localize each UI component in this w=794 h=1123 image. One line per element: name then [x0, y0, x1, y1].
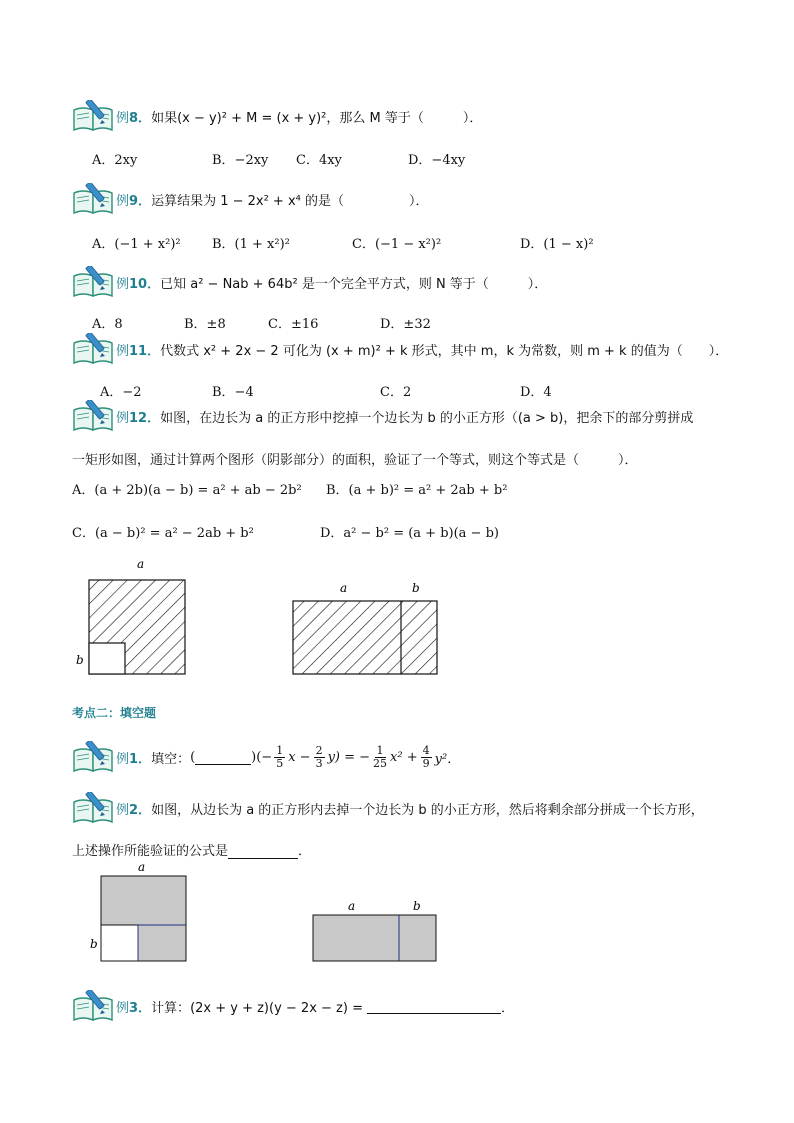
- question-9: [72, 183, 429, 215]
- question-label: 例: [116, 343, 130, 359]
- f2-figures: [86, 858, 446, 968]
- question-number: 1．: [129, 751, 152, 767]
- cut-square: [101, 925, 138, 961]
- option-a: A．(−1 + x²)²: [92, 237, 181, 252]
- small-square: [89, 643, 125, 674]
- question-10: [72, 266, 547, 298]
- question-label: 例: [116, 193, 130, 209]
- label-a2: a: [340, 581, 348, 595]
- option-a: A．8: [92, 317, 123, 332]
- question-label: 例: [116, 410, 130, 426]
- question-prefix: 填空：: [151, 751, 191, 767]
- question-number: 10．: [129, 276, 161, 292]
- label-b2: b: [413, 899, 421, 913]
- option-c: C．(a − b)² = a² − 2ab + b²: [72, 526, 254, 541]
- question-text: 代数式 x² + 2x − 2 可化为 (x + m)² + k 形式，其中 m，k 为常数，则 m + k 的值为（ ）．: [160, 343, 729, 359]
- book-pen-icon: [72, 990, 114, 1022]
- option-c: C．±16: [268, 317, 319, 332]
- question-label: 例: [116, 802, 130, 818]
- question-label: 例: [116, 110, 130, 126]
- label-b: b: [90, 937, 98, 951]
- question-text: 已知 a² − Nab + 64b² 是一个完全平方式，则 N 等于（ ）．: [160, 276, 548, 292]
- close-open-paren: )(−: [251, 749, 273, 765]
- answer-blank[interactable]: [367, 999, 501, 1014]
- label-b: b: [76, 653, 84, 667]
- fraction-2-3: $\frac{2}{3}$: [315, 743, 323, 770]
- question-number: 11．: [129, 343, 161, 359]
- book-pen-icon: [72, 100, 114, 132]
- question-text-line2: 上述操作所能验证的公式是 ．: [72, 844, 312, 859]
- fraction-4-9: $\frac{4}{9}$: [422, 743, 430, 770]
- question-text-line2: 一矩形如图，通过计算两个图形（阴影部分）的面积，验证了一个等式，则这个等式是（ ）．: [72, 453, 638, 468]
- question-text: 如图，在边长为 a 的正方形中挖掉一个边长为 b 的小正方形（(a > b)，把余下的部分剪拼成: [160, 410, 694, 426]
- label-a: a: [138, 860, 146, 874]
- question-8: [72, 100, 482, 132]
- question-label: 例: [116, 751, 130, 767]
- option-b: B．−4: [212, 385, 254, 400]
- question-text: 如图，从边长为 a 的正方形内去掉一个边长为 b 的小正方形，然后将剩余部分拼成一个长方形，: [151, 802, 704, 818]
- long-rectangle: [313, 915, 436, 961]
- fill-question-3: 例 3． 计算：(2x + y + z)(y − 2x − z) = ．: [72, 990, 514, 1022]
- fill-question-1: 例 1． 填空： ( )(− $\frac{1}{5}$ x − $\frac{2}{3}$ y) = − $\frac{1}{25}$ x² + $\frac{4}{9}$ y²．: [72, 740, 460, 774]
- option-b: B．±8: [184, 317, 226, 332]
- book-pen-icon: [72, 792, 114, 824]
- option-c: C．(−1 − x²)²: [352, 237, 442, 252]
- question-label: 例: [116, 276, 130, 292]
- question-number: 2．: [129, 802, 152, 818]
- q12-figures: [70, 552, 450, 682]
- option-d: D．(1 − x)²: [520, 237, 594, 252]
- option-b: B．−2xy: [212, 153, 269, 168]
- rectangle-hatched: [293, 601, 437, 674]
- option-d: D．−4xy: [408, 153, 466, 168]
- option-b: B．(1 + x²)²: [212, 237, 290, 252]
- answer-blank[interactable]: [195, 750, 251, 765]
- option-d: D．a² − b² = (a + b)(a − b): [320, 526, 499, 541]
- fill-question-2: [72, 792, 704, 824]
- option-d: D．4: [520, 385, 552, 400]
- option-d: D．±32: [380, 317, 431, 332]
- book-pen-icon: [72, 741, 114, 773]
- book-pen-icon: [72, 333, 114, 365]
- question-number: 3．: [129, 1000, 152, 1016]
- option-b: B．(a + b)² = a² + 2ab + b²: [326, 483, 508, 498]
- book-pen-icon: [72, 266, 114, 298]
- fraction-1-5: $\frac{1}{5}$: [276, 743, 284, 770]
- book-pen-icon: [72, 183, 114, 215]
- label-a: a: [137, 557, 145, 571]
- question-number: 8．: [129, 110, 152, 126]
- fraction-1-25: $\frac{1}{25}$: [373, 743, 388, 770]
- label-a2: a: [348, 899, 356, 913]
- option-a: A．2xy: [92, 153, 138, 168]
- question-12: [72, 400, 693, 432]
- question-text: 运算结果为 1 − 2x² + x⁴ 的是（ ）．: [151, 193, 429, 209]
- section-heading: 考点二：填空题: [72, 706, 157, 720]
- question-label: 例: [116, 1000, 130, 1016]
- question-number: 9．: [129, 193, 152, 209]
- label-b2: b: [412, 581, 420, 595]
- book-pen-icon: [72, 400, 114, 432]
- question-11: [72, 333, 728, 365]
- option-c: C．2: [380, 385, 412, 400]
- question-text: 计算：(2x + y + z)(y − 2x − z) =: [151, 1000, 363, 1016]
- option-c: C．4xy: [296, 153, 342, 168]
- question-number: 12．: [129, 410, 161, 426]
- open-paren: (: [190, 749, 196, 765]
- answer-blank[interactable]: [228, 844, 298, 859]
- question-text: 如果(x − y)² + M = (x + y)²，那么 M 等于（ ）．: [151, 110, 483, 126]
- option-a: A．−2: [100, 385, 142, 400]
- option-a: A．(a + 2b)(a − b) = a² + ab − 2b²: [72, 483, 302, 498]
